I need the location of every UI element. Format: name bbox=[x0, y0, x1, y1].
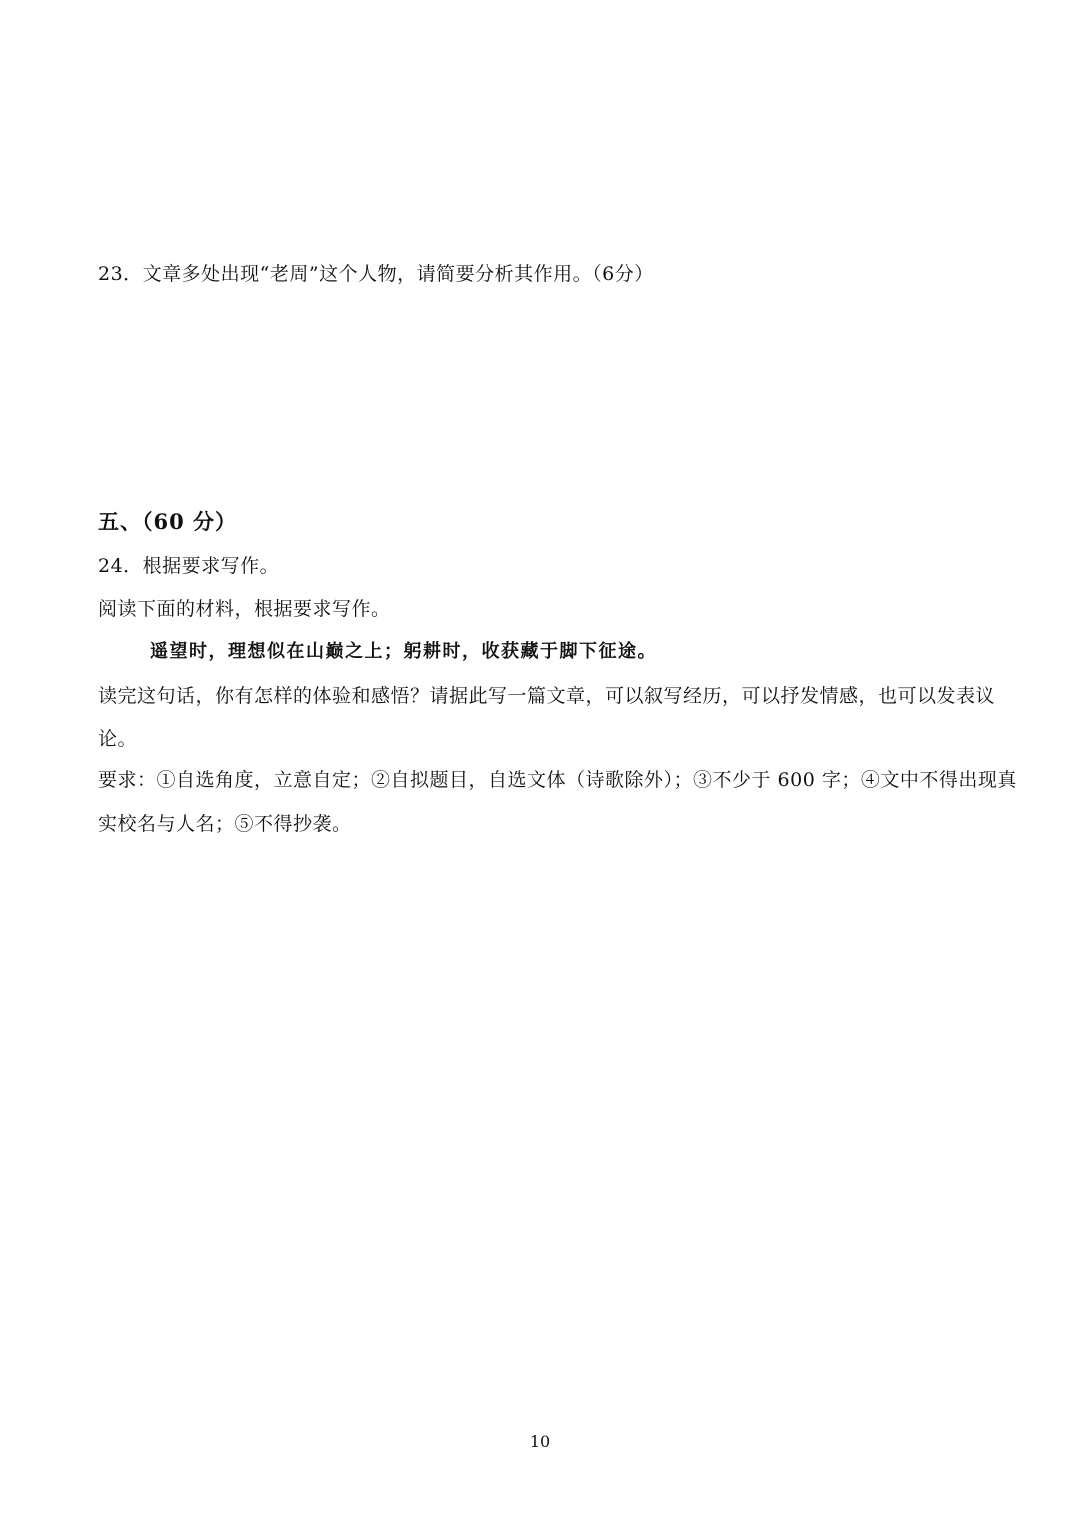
writing-requirements-line-1: 要求：①自选角度，立意自定；②自拟题目，自选文体（诗歌除外）；③不少于 600 字；④文中不得出现真 bbox=[98, 769, 1017, 791]
section-five-title: 五、（60 分） bbox=[98, 509, 238, 534]
question-23: 23．文章多处出现“老周”这个人物，请简要分析其作用。（6分） bbox=[98, 263, 654, 285]
writing-requirements-line-2: 实校名与人名；⑤不得抄袭。 bbox=[98, 813, 352, 835]
writing-prompt-line-1: 读完这句话，你有怎样的体验和感悟？请据此写一篇文章，可以叙写经历，可以抒发情感，也可以发表议 bbox=[98, 685, 996, 707]
page-number: 10 bbox=[529, 1432, 551, 1451]
writing-intro: 阅读下面的材料，根据要求写作。 bbox=[98, 598, 391, 620]
question-24: 24．根据要求写作。 bbox=[98, 555, 280, 577]
writing-material-quote: 遥望时，理想似在山巅之上；躬耕时，收获藏于脚下征途。 bbox=[150, 641, 657, 662]
writing-prompt-line-2: 论。 bbox=[98, 728, 138, 750]
